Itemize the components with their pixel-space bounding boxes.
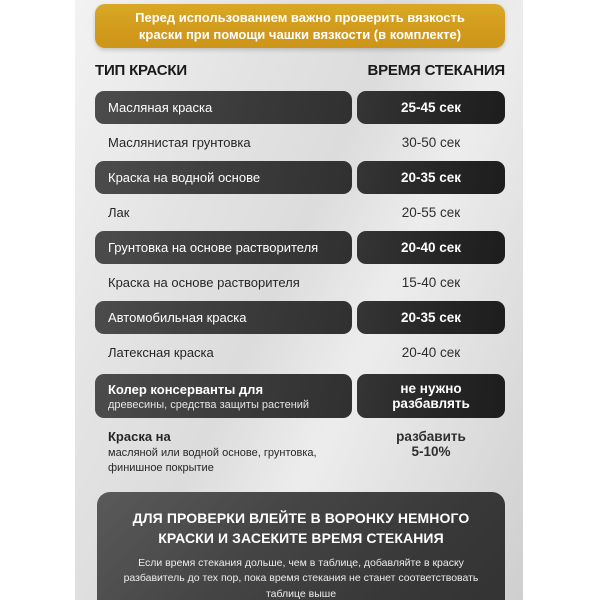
- paint-type-cell: [95, 231, 352, 264]
- paint-type-label: Краска на: [108, 429, 171, 444]
- paint-type-label: Грунтовка на основе растворителя: [108, 240, 319, 255]
- drain-time-cell: [357, 125, 505, 160]
- drain-time-cell: [357, 195, 505, 230]
- drain-time-cell: [357, 161, 505, 194]
- drain-time-cell: [357, 429, 505, 459]
- paint-type-cell: [95, 301, 352, 334]
- paint-type-label: Краска на основе растворителя: [108, 275, 300, 290]
- table-row: [95, 335, 505, 370]
- paint-type-cell: [95, 429, 352, 476]
- table-row: [95, 90, 505, 125]
- paint-type-sublabel: масляной или водной основе, грунтовка, финишное покрытие: [108, 447, 317, 474]
- table-header: [95, 62, 505, 79]
- paint-type-cell: [95, 125, 352, 160]
- drain-time-cell: [357, 335, 505, 370]
- drain-time-value: 25-45 сек: [400, 100, 462, 115]
- notice-text: Перед использованием важно проверить вязкость краски при помощи чашки вязкости (в комплекте): [135, 9, 465, 42]
- drain-time-value: не нужно: [400, 381, 462, 396]
- paint-type-cell: [95, 91, 352, 124]
- table-row: [95, 265, 505, 300]
- drain-time-value: разбавить: [396, 429, 466, 444]
- drain-time-cell: [357, 374, 505, 418]
- instruction-note: Если время стекания дольше, чем в таблице, добавляйте в краску разбавитель до тех пор, пока время стекания не станет соответствовать таблице выше: [123, 556, 479, 600]
- paint-type-cell: [95, 161, 352, 194]
- instruction-panel: [97, 492, 505, 600]
- drain-time-cell: [357, 231, 505, 264]
- paint-type-cell: [95, 265, 352, 300]
- table-row: [95, 427, 505, 479]
- paint-type-label: Масляная краска: [108, 100, 213, 115]
- drain-time-value: 20-55 сек: [401, 205, 461, 220]
- paint-type-sublabel: древесины, средства защиты растений: [108, 398, 310, 411]
- paint-type-label: Латексная краска: [108, 345, 214, 360]
- drain-time-value: 20-35 сек: [400, 310, 462, 325]
- poster-background: [75, 0, 523, 600]
- drain-time-cell: [357, 301, 505, 334]
- drain-time-value: 20-35 сек: [400, 170, 462, 185]
- paint-type-cell: [95, 335, 352, 370]
- column-header-drain-time: ВРЕМЯ СТЕКАНИЯ: [367, 62, 505, 79]
- drain-time-cell: [357, 265, 505, 300]
- instruction-heading: ДЛЯ ПРОВЕРКИ ВЛЕЙТЕ В ВОРОНКУ НЕМНОГО КРАСКИ И ЗАСЕКИТЕ ВРЕМЯ СТЕКАНИЯ: [132, 510, 470, 547]
- table-row: [95, 125, 505, 160]
- paint-type-label: Краска на водной основе: [108, 170, 261, 185]
- drain-time-value: 20-40 сек: [400, 240, 462, 255]
- drain-time-value: 20-40 сек: [401, 345, 461, 360]
- paint-type-cell: [95, 374, 352, 418]
- paint-type-label: Лак: [108, 205, 130, 220]
- table-row: [95, 195, 505, 230]
- table-row: [95, 300, 505, 335]
- top-notice-banner: [95, 4, 505, 48]
- paint-type-cell: [95, 195, 352, 230]
- drain-time-value: 30-50 сек: [401, 135, 461, 150]
- paint-type-label: Колер консерванты для: [108, 381, 264, 397]
- column-header-paint-type: ТИП КРАСКИ: [95, 62, 187, 79]
- drain-time-value: 15-40 сек: [401, 275, 461, 290]
- paint-type-label: Маслянистая грунтовка: [108, 135, 251, 150]
- table-row: [95, 230, 505, 265]
- drain-time-value-line2: 5-10%: [411, 444, 451, 459]
- drain-time-value-line2: разбавлять: [392, 396, 470, 411]
- viscosity-table: [95, 90, 505, 479]
- paint-type-label: Автомобильная краска: [108, 310, 247, 325]
- table-row: [95, 373, 505, 419]
- drain-time-cell: [357, 91, 505, 124]
- table-row: [95, 160, 505, 195]
